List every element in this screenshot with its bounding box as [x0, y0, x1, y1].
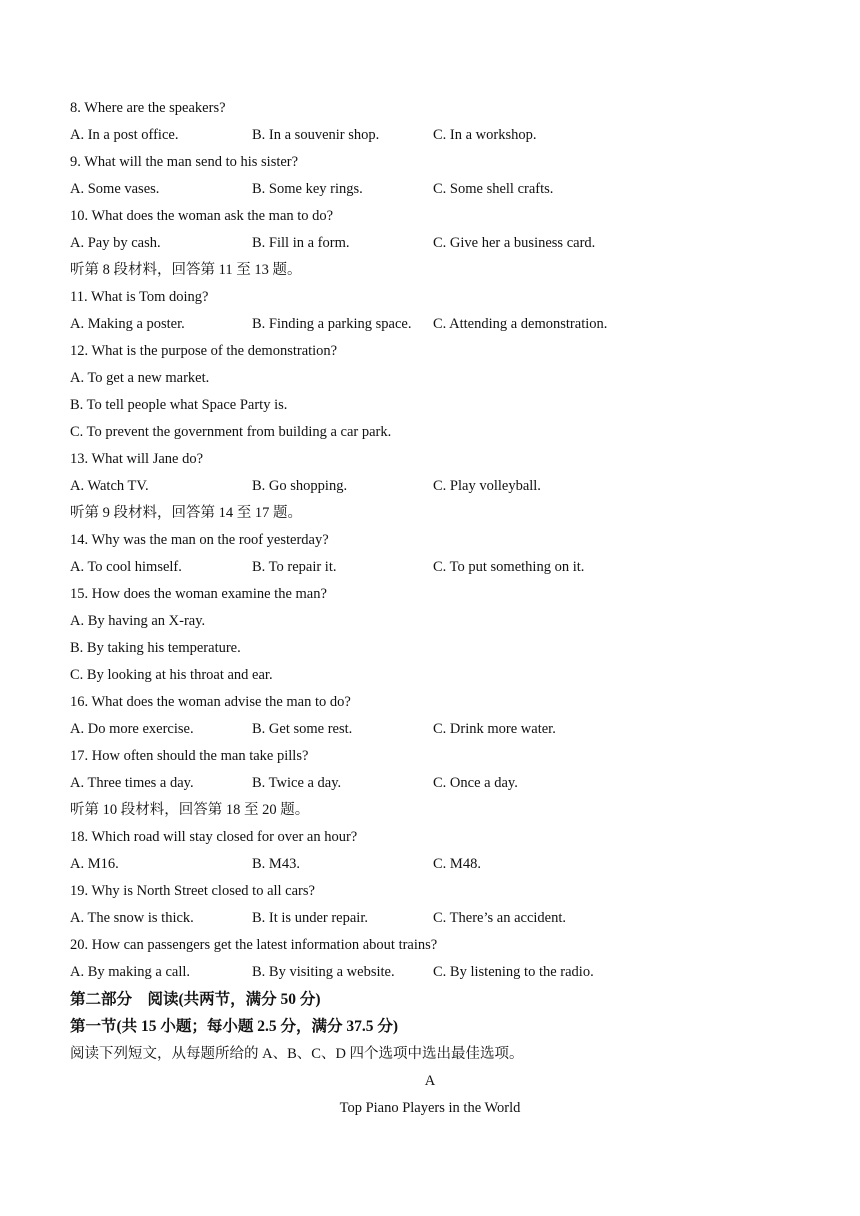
option-a: A. Pay by cash.: [70, 235, 161, 251]
question-text: A. To get a new market.: [70, 370, 210, 386]
question-text: 9. What will the man send to his sister?: [70, 154, 299, 170]
option-b: B. In a souvenir shop.: [252, 127, 380, 143]
option-b: B. It is under repair.: [252, 910, 368, 926]
question-text: A. By having an X-ray.: [70, 613, 206, 629]
option-a: A. By making a call.: [70, 964, 191, 980]
question-text: 听第 10 段材料，回答第 18 至 20 题。: [70, 802, 310, 818]
question-text: 18. Which road will stay closed for over an hour?: [70, 829, 358, 845]
option-c: C. In a workshop.: [433, 127, 537, 143]
question-text: 17. How often should the man take pills?: [70, 748, 309, 764]
question-text: 20. How can passengers get the latest information about trains?: [70, 937, 438, 953]
question-text: 12. What is the purpose of the demonstration?: [70, 343, 338, 359]
option-c: C. Once a day.: [433, 775, 518, 791]
question-text: 11. What is Tom doing?: [70, 289, 209, 305]
option-c: C. Play volleyball.: [433, 478, 541, 494]
question-text: B. By taking his temperature.: [70, 640, 241, 656]
question-text: 10. What does the woman ask the man to do?: [70, 208, 334, 224]
question-text: C. To prevent the government from building a car park.: [70, 424, 392, 440]
option-a: A. Do more exercise.: [70, 721, 194, 737]
option-a: A. The snow is thick.: [70, 910, 194, 926]
option-b: B. Get some rest.: [252, 721, 353, 737]
option-c: C. Some shell crafts.: [433, 181, 554, 197]
question-text: 阅读下列短文，从每题所给的 A、B、C、D 四个选项中选出最佳选项。: [70, 1046, 524, 1062]
option-c: C. To put something on it.: [433, 559, 585, 575]
option-c: C. Attending a demonstration.: [433, 316, 608, 332]
option-a: A. M16.: [70, 856, 119, 872]
option-c: C. Drink more water.: [433, 721, 556, 737]
option-a: A. Making a poster.: [70, 316, 185, 332]
option-b: B. Twice a day.: [252, 775, 342, 791]
question-text: 8. Where are the speakers?: [70, 100, 226, 116]
option-b: B. M43.: [252, 856, 300, 872]
option-c: C. There’s an accident.: [433, 910, 566, 926]
section-heading: 第一节(共 15 小题；每小题 2.5 分，满分 37.5 分): [70, 1018, 399, 1035]
option-a: A. Three times a day.: [70, 775, 194, 791]
option-b: B. Finding a parking space.: [252, 316, 412, 332]
question-text: 15. How does the woman examine the man?: [70, 586, 327, 602]
passage-title: Top Piano Players in the World: [339, 1100, 521, 1116]
option-b: B. Go shopping.: [252, 478, 348, 494]
section-heading: 第二部分 阅读(共两节，满分 50 分): [70, 991, 321, 1008]
option-b: B. By visiting a website.: [252, 964, 395, 980]
option-a: A. To cool himself.: [70, 559, 182, 575]
passage-title: A: [424, 1073, 436, 1089]
option-a: A. Watch TV.: [70, 478, 149, 494]
question-text: 13. What will Jane do?: [70, 451, 204, 467]
question-text: 16. What does the woman advise the man to do?: [70, 694, 351, 710]
question-text: 听第 9 段材料，回答第 14 至 17 题。: [70, 505, 302, 521]
option-a: A. In a post office.: [70, 127, 179, 143]
option-b: B. Some key rings.: [252, 181, 363, 197]
question-text: C. By looking at his throat and ear.: [70, 667, 273, 683]
option-b: B. Fill in a form.: [252, 235, 350, 251]
question-text: 14. Why was the man on the roof yesterday?: [70, 532, 329, 548]
option-c: C. By listening to the radio.: [433, 964, 594, 980]
question-text: 19. Why is North Street closed to all cars?: [70, 883, 315, 899]
option-c: C. Give her a business card.: [433, 235, 596, 251]
question-text: 听第 8 段材料，回答第 11 至 13 题。: [70, 262, 302, 278]
option-c: C. M48.: [433, 856, 481, 872]
option-b: B. To repair it.: [252, 559, 337, 575]
question-text: B. To tell people what Space Party is.: [70, 397, 288, 413]
option-a: A. Some vases.: [70, 181, 160, 197]
